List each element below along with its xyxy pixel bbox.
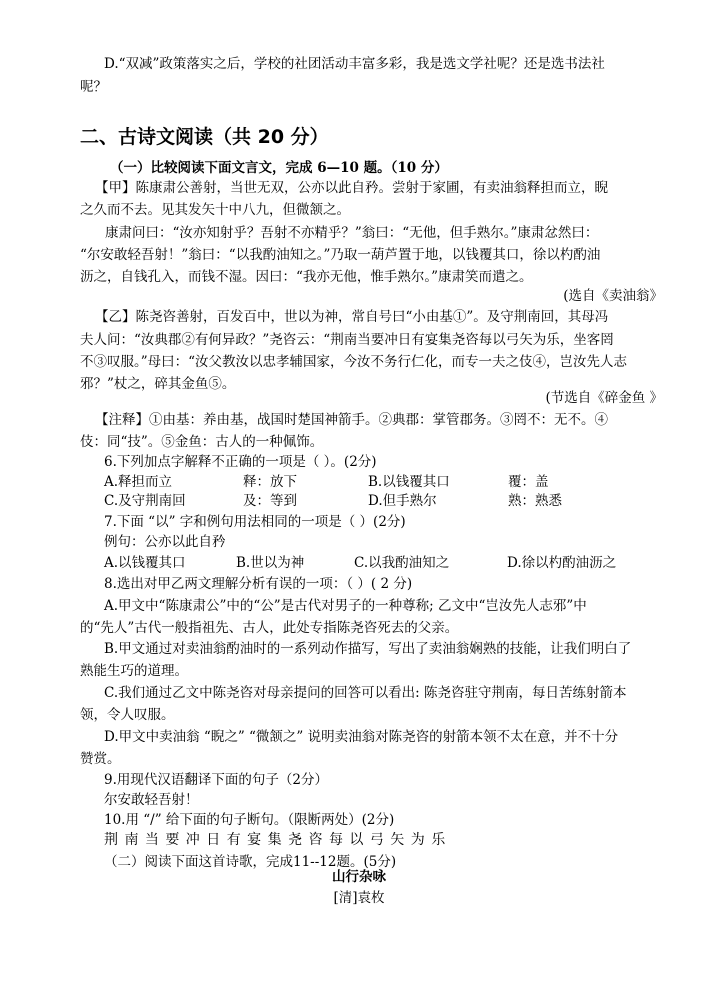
subsection-1-title: （一）比较阅读下面文言文，完成 6—10 题。（10 分） [110, 160, 448, 176]
q6-option-b: B.以钱覆其口 [368, 474, 450, 490]
option-d-line-2: 呢？ [80, 79, 107, 95]
q10-sentence: 荆 南 当 要 冲 日 有 宴 集 尧 咨 每 以 弓 矢 为 乐 [104, 832, 447, 848]
q8-option-c-line-2: 领，令人叹服。 [80, 707, 175, 723]
q6-option-a-explanation: 释：放下 [243, 474, 297, 490]
q8-option-a-line-2: 的“先人”古代一般指祖先、古人，此处专指陈尧咨死去的父亲。 [80, 620, 459, 636]
passage-yi-source: (节选自《碎金鱼 》 [545, 390, 663, 406]
q7-example: 例句：公亦以此自矜 [104, 534, 226, 550]
q8-option-b-line-1: B.甲文通过对卖油翁酌油时的一系列动作描写，写出了卖油翁娴熟的技能，让我们明白了 [104, 641, 632, 657]
passage-jia-line-5: 沥之，自钱孔入，而钱不湿。因曰：“我亦无他，惟手熟尔。”康肃笑而遣之。 [80, 269, 533, 285]
q6-option-c-explanation: 及：等到 [243, 493, 297, 509]
q6-option-d-explanation: 熟：熟悉 [508, 493, 562, 509]
passage-jia-line-3: 康肃问曰：“汝亦知射乎？吾射不亦精乎？”翁曰：“无他，但手熟尔。”康肃忿然曰： [105, 225, 599, 241]
notes-line-1: 【注释】①由基：养由基，战国时楚国神箭手。②典郡：掌管郡务。③罔不：无不。④ [95, 412, 608, 428]
passage-yi-line-2: 夫人问：“汝典郡②有何异政？”尧咨云：“荆南当要冲日有宴集尧咨每以弓矢为乐，坐客罔 [80, 332, 614, 348]
q8-option-c-line-1: C.我们通过乙文中陈尧咨对母亲提问的回答可以看出: 陈尧咨驻守荆南，每日苦练射箭本 [104, 685, 627, 701]
q9-sentence: 尔安敢轻吾射！ [104, 792, 199, 808]
question-6: 6.下列加点字解释不正确的一项是（ ）。(2分) [104, 454, 377, 470]
q7-option-d: D.徐以杓酌油沥之 [507, 555, 617, 571]
notes-line-2: 伎：同“技”。⑤金鱼：古人的一种佩饰。 [80, 434, 324, 450]
q7-option-b: B.世以为神 [236, 555, 305, 571]
poem-title: 山行杂咏 [332, 869, 386, 885]
question-9: 9.用现代汉语翻译下面的句子（2分） [104, 772, 328, 788]
q8-option-a-line-1: A.甲文中“陈康肃公”中的“公”是古代对男子的一种尊称; 乙文中“岂汝先人志邪”中 [104, 598, 587, 614]
question-10: 10.用 “/” 给下面的句子断句。（限断两处）(2分) [104, 812, 395, 828]
question-8: 8.选出对甲乙两文理解分析有误的一项：（ ）( 2 分) [104, 576, 413, 592]
q6-option-a: A.释担而立 [104, 474, 173, 490]
section-title: 二、古诗文阅读（共 20 分） [80, 126, 329, 148]
passage-jia-source: (选自《卖油翁》 [563, 288, 663, 304]
q8-option-d-line-1: D.甲文中卖油翁 “睨之” “微颔之” 说明卖油翁对陈尧咨的射箭本领不太在意，并不十分 [104, 729, 619, 745]
q6-option-b-explanation: 覆：盖 [508, 474, 549, 490]
q7-option-a: A.以钱覆其口 [104, 555, 186, 571]
subsection-2-title: （二）阅读下面这首诗歌，完成11--12题。(5分) [104, 854, 397, 870]
passage-jia-line-1: 【甲】陈康肃公善射，当世无双，公亦以此自矜。尝射于家圃，有卖油翁释担而立，睨 [95, 180, 608, 196]
passage-jia-line-2: 之久而不去。见其发矢十中八九，但微颔之。 [80, 202, 350, 218]
q8-option-b-line-2: 熟能生巧的道理。 [80, 663, 188, 679]
q7-option-c: C.以我酌油知之 [354, 555, 450, 571]
poem-author: [清]袁枚 [333, 890, 385, 906]
question-7: 7.下面 “以” 字和例句用法相同的一项是（ ）(2分) [104, 514, 406, 530]
q6-option-c: C.及守荆南回 [104, 493, 186, 509]
q8-option-d-line-2: 赞赏。 [80, 751, 121, 767]
q6-option-d: D.但手熟尔 [368, 493, 437, 509]
passage-yi-line-1: 【乙】陈尧咨善射，百发百中，世以为神，常自号曰“小由基①”。及守荆南回，其母冯 [95, 309, 609, 325]
option-d-line-1: D.“双减”政策落实之后，学校的社团活动丰富多彩，我是选文学社呢？还是选书法社 [104, 56, 605, 72]
passage-jia-line-4: “尔安敢轻吾射！”翁曰：“以我酌油知之。”乃取一葫芦置于地，以钱覆其口，徐以杓酌油 [80, 247, 601, 263]
passage-yi-line-4: 邪？”杖之，碎其金鱼⑤。 [80, 376, 236, 392]
passage-yi-line-3: 不③叹服。”母曰：“汝父教汝以忠孝辅国家，今汝不务行仁化，而专一夫之伎④，岂汝先人志 [80, 354, 628, 370]
